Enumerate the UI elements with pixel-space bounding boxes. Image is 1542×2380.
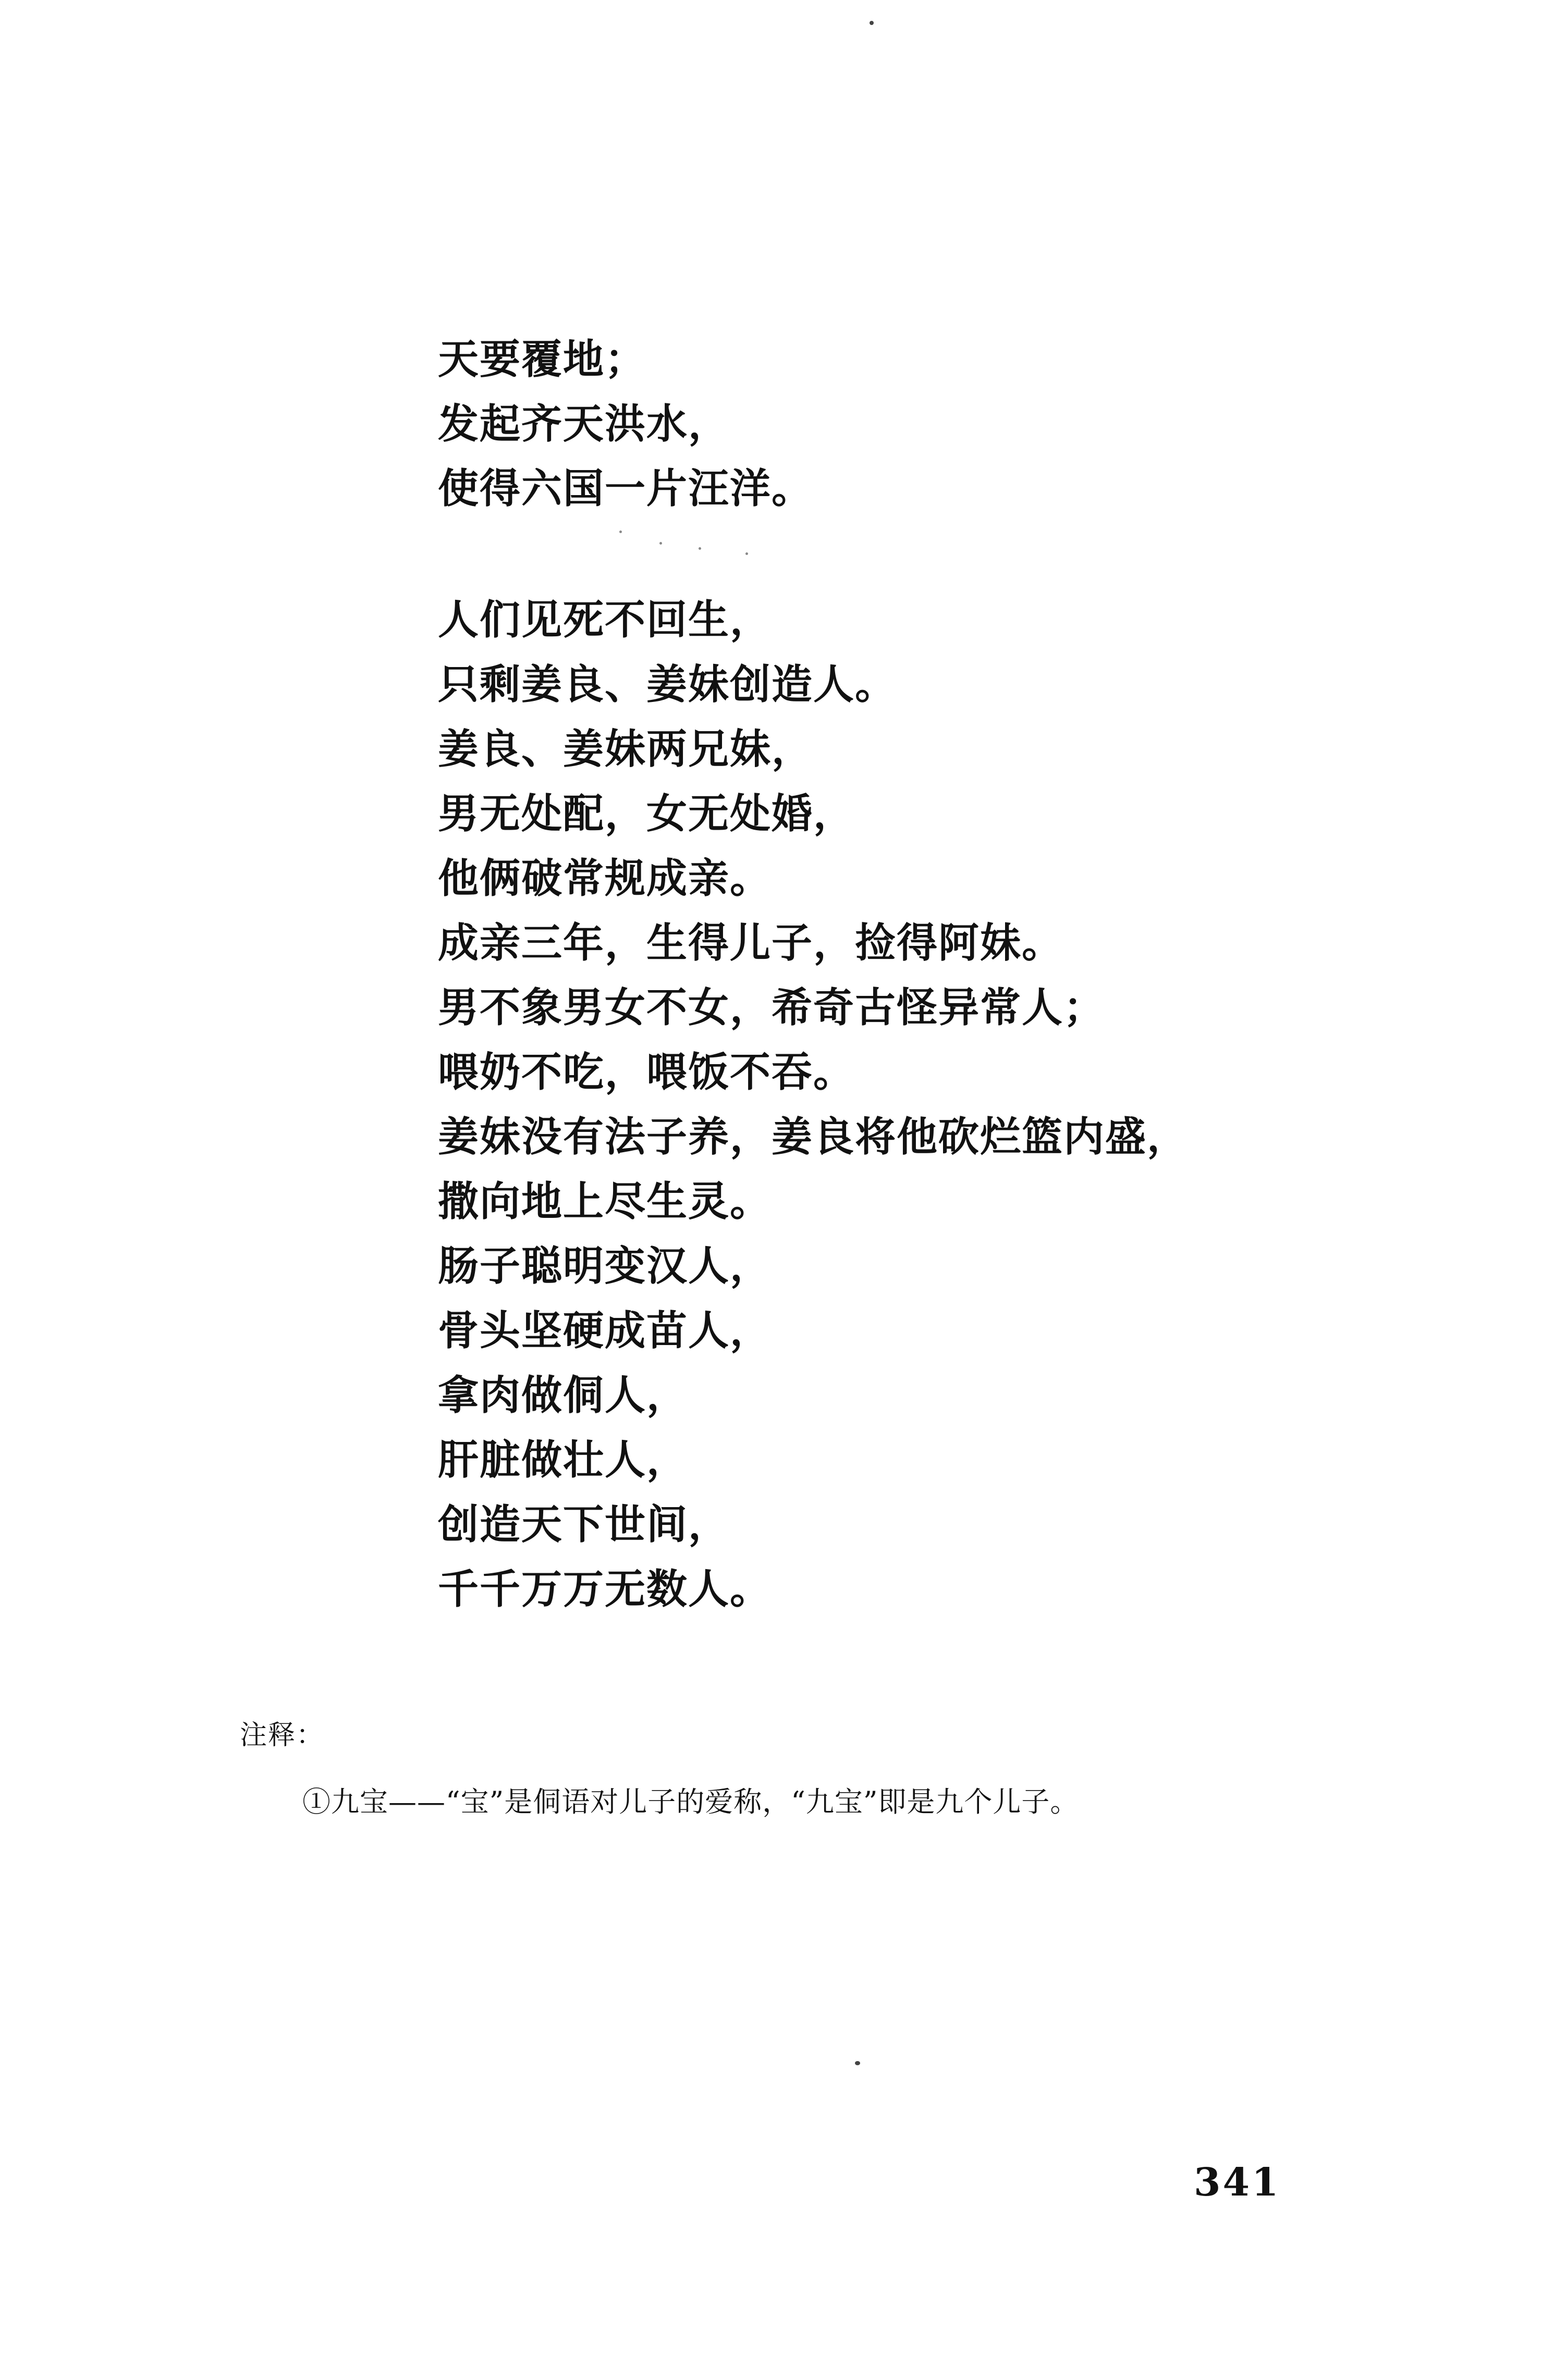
poem-line: 天要覆地； [438, 336, 647, 383]
poem-stanza-2 [438, 588, 1428, 1622]
poem-line: 肠子聪明变汉人， [438, 1242, 772, 1290]
poem-line: 姜良、姜妹两兄妹， [438, 725, 814, 773]
poem-line: 千千万万无数人。 [438, 1565, 772, 1613]
scan-speck [619, 531, 622, 533]
scan-speck [855, 2061, 860, 2065]
poem-line: 人们见死不回生， [438, 596, 772, 644]
poem-line: 姜妹没有法子养，姜良将他砍烂篮内盛， [438, 1113, 1189, 1161]
scan-speck [699, 547, 701, 550]
poem-line: 喂奶不吃，喂饭不吞。 [438, 1049, 855, 1096]
footnotes-heading: 注释： [240, 1720, 325, 1751]
poem-line: 成亲三年，生得儿子，捡得阿妹。 [438, 919, 1064, 967]
footnote-item: ①九宝——“宝”是侗语对儿子的爱称，“九宝”即是九个儿子。 [302, 1785, 1079, 1818]
scan-speck [745, 552, 748, 555]
poem-line: 男无处配，女无处婚， [438, 790, 855, 837]
poem-line: 只剩姜良、姜妹创造人。 [438, 661, 897, 708]
poem-line: 发起齐天洪水， [438, 400, 730, 448]
poem-line: 撒向地上尽生灵。 [438, 1178, 772, 1225]
poem-line: 创造天下世间， [438, 1501, 730, 1548]
poem-line: 他俩破常规成亲。 [438, 855, 772, 902]
poem-line: 骨头坚硬成苗人， [438, 1307, 772, 1354]
poem-line: 拿肉做侗人， [438, 1372, 689, 1419]
footnotes [240, 1712, 1335, 1826]
page-number: 341 [1194, 2160, 1281, 2205]
poem-line: 肝脏做壮人， [438, 1436, 689, 1484]
scan-speck [659, 542, 662, 545]
poem-line: 使得六国一片汪洋。 [438, 465, 814, 512]
scan-speck [870, 21, 874, 25]
poem-line: 男不象男女不女，希奇古怪异常人； [438, 984, 1106, 1031]
poem-stanza-1 [438, 327, 1428, 521]
